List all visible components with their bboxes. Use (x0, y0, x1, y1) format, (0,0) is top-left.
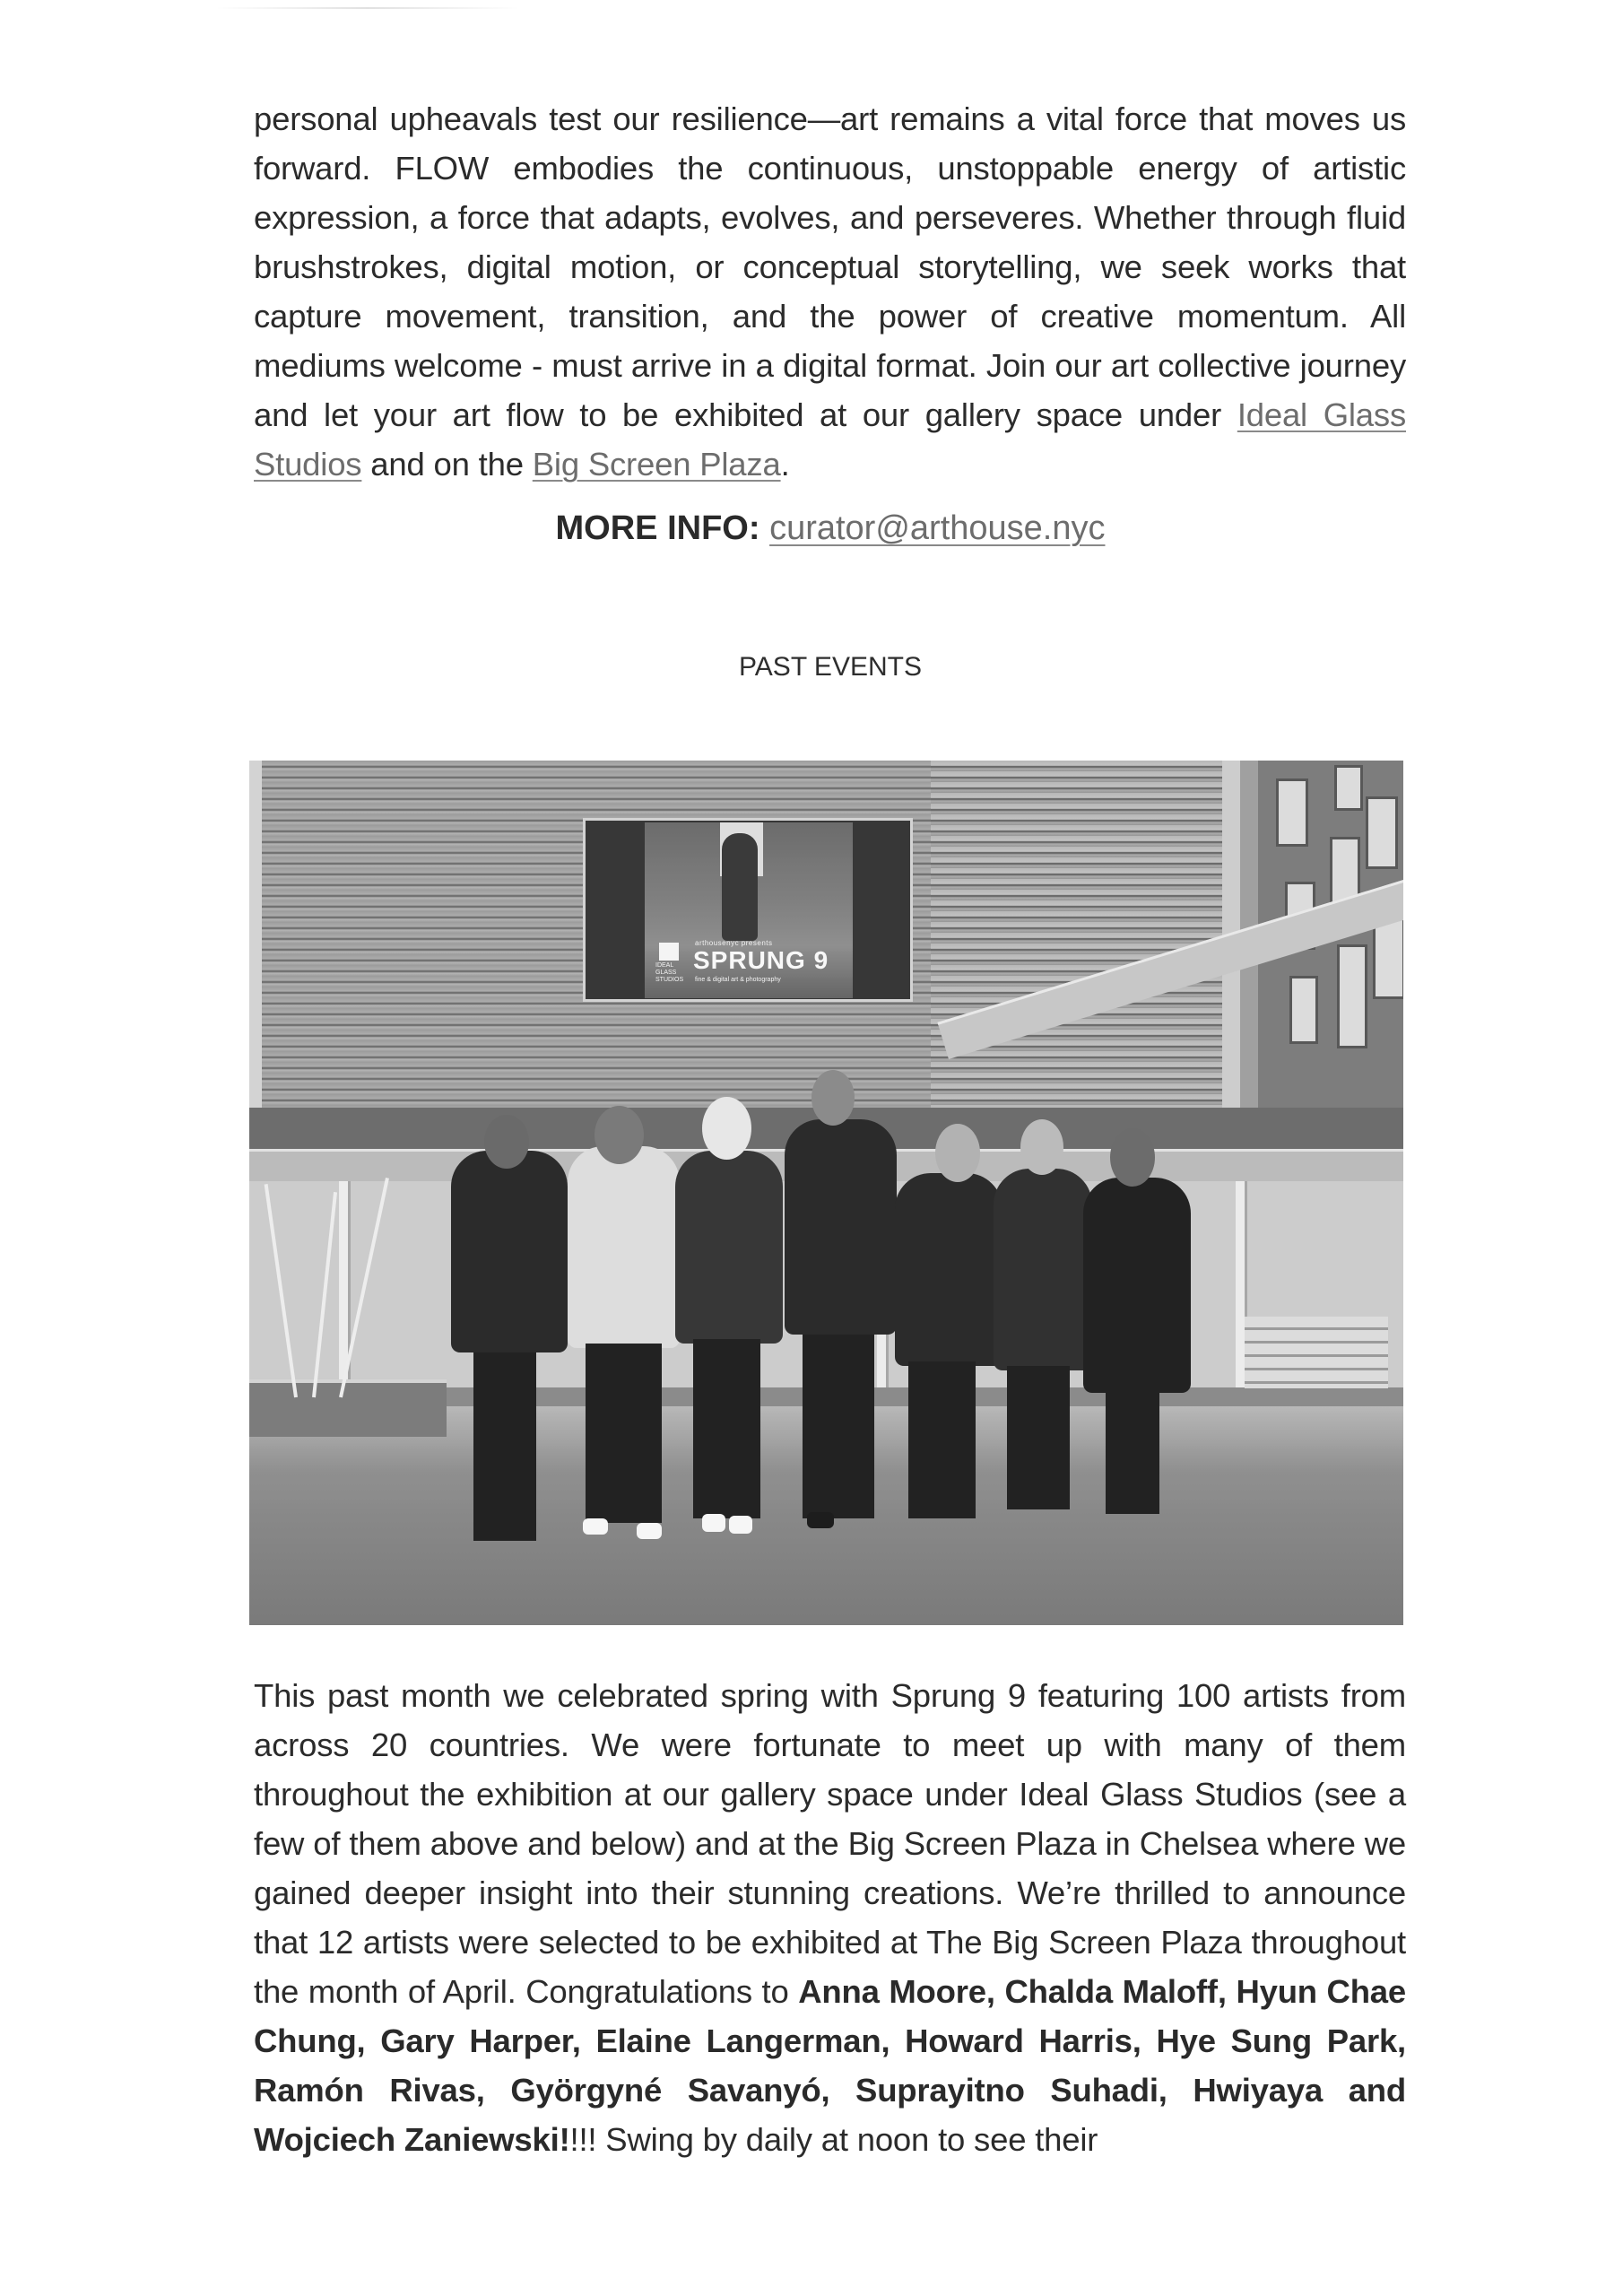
big-screen-display (583, 818, 913, 1002)
person (568, 1146, 680, 1348)
poster-presenter: arthousenyc presents (695, 939, 773, 947)
building-window (1289, 976, 1318, 1044)
poster-title: SPRUNG 9 (693, 946, 829, 974)
facade-reflection (931, 761, 1222, 1108)
building-window (1276, 778, 1308, 847)
ideal-glass-studios-link[interactable]: Ideal Glass Studios (254, 396, 1407, 483)
person-shoe (702, 1514, 725, 1532)
person-legs (803, 1335, 874, 1518)
person-legs (473, 1352, 536, 1541)
logo-line-3: STUDIOS (655, 977, 684, 983)
past-events-heading: PAST EVENTS (739, 652, 922, 682)
logo-line-1: IDEAL (655, 962, 674, 969)
ideal-glass-logo-icon (659, 943, 679, 961)
intro-text-3: . (780, 446, 790, 483)
person-head (1020, 1119, 1063, 1175)
person-legs (908, 1361, 976, 1518)
person-shoe (807, 1512, 834, 1528)
poster-logo-text (655, 962, 688, 984)
planter (249, 1379, 447, 1437)
person-legs (1106, 1388, 1159, 1514)
scan-artifact (215, 7, 520, 9)
intro-paragraph (254, 94, 1406, 489)
more-info-line (0, 507, 1623, 550)
more-info-label: MORE INFO: (555, 509, 760, 547)
building-window (1337, 944, 1367, 1048)
person-head (812, 1070, 855, 1126)
person (675, 1151, 783, 1344)
sprung-9-poster (645, 822, 853, 998)
person-head (935, 1124, 980, 1182)
exclamation: !!! (569, 2121, 597, 2158)
curator-email-link[interactable]: curator@arthouse.nyc (769, 509, 1106, 547)
person (451, 1151, 568, 1352)
person-head (702, 1097, 751, 1160)
intro-text-1: personal upheavals test our resilience—art remains a vital force that moves us forward. FLOW embodies the continuous, unstoppable energy of artistic expression, a force that adapts, evolves, and perseveres. Whether through fluid brushstrokes, digital motion, or conceptual storytelling, we seek works that capture movement, transition, and the power of creative momentum. All mediums welcome - must arrive in a digital format. Join our art collective journey and let your art flow to be exhibited at our gallery space under (254, 100, 1406, 433)
person-legs (693, 1339, 760, 1518)
facade-edge (249, 761, 262, 1108)
building-window (1366, 796, 1398, 869)
person (994, 1169, 1092, 1370)
building-window (1334, 765, 1363, 811)
person (895, 1173, 1002, 1366)
selected-artists-list: Anna Moore, Chalda Maloff, Hyun Chae Chung, Gary Harper, Elaine Langerman, Howard Harris, Hye Sung Park, Ramón Rivas, Györgyné Savanyó, Suprayitno Suhadi, Hwiyaya and Wojciech Zaniewski! (254, 1973, 1407, 2158)
person-head (484, 1115, 529, 1169)
poster-jumping-figure (722, 833, 758, 941)
person (785, 1119, 897, 1335)
big-screen-plaza-link[interactable]: Big Screen Plaza (532, 446, 781, 483)
stairs (1245, 1317, 1388, 1388)
person-head (595, 1106, 644, 1164)
past-events-photo (249, 761, 1403, 1625)
person-legs (1007, 1366, 1070, 1509)
intro-text-2: and on the (361, 446, 533, 483)
past-events-text-1: This past month we celebrated spring with Sprung 9 featuring 100 artists from across 20 countries. We were fortunate to meet up with many of them throughout the exhibition at our gallery space under Ideal Glass Studios (see a few of them above and below) and at the Big Screen Plaza in Chelsea where we gained deeper insight into their stunning creations. We’re thrilled to announce that 12 artists were selected to be exhibited at The Big Screen Plaza throughout the month of April. Congratulations to (254, 1677, 1406, 2010)
poster-subtitle: fine & digital art & photography (695, 977, 781, 983)
past-events-paragraph (254, 1671, 1406, 2164)
person-shoe (637, 1523, 662, 1539)
person-shoe (583, 1518, 608, 1535)
person-legs (586, 1344, 662, 1523)
logo-line-2: GLASS (655, 970, 677, 976)
person-head (1110, 1128, 1155, 1187)
past-events-text-2: Swing by daily at noon to see their (596, 2121, 1098, 2158)
person (1083, 1178, 1191, 1393)
person-shoe (729, 1516, 752, 1534)
